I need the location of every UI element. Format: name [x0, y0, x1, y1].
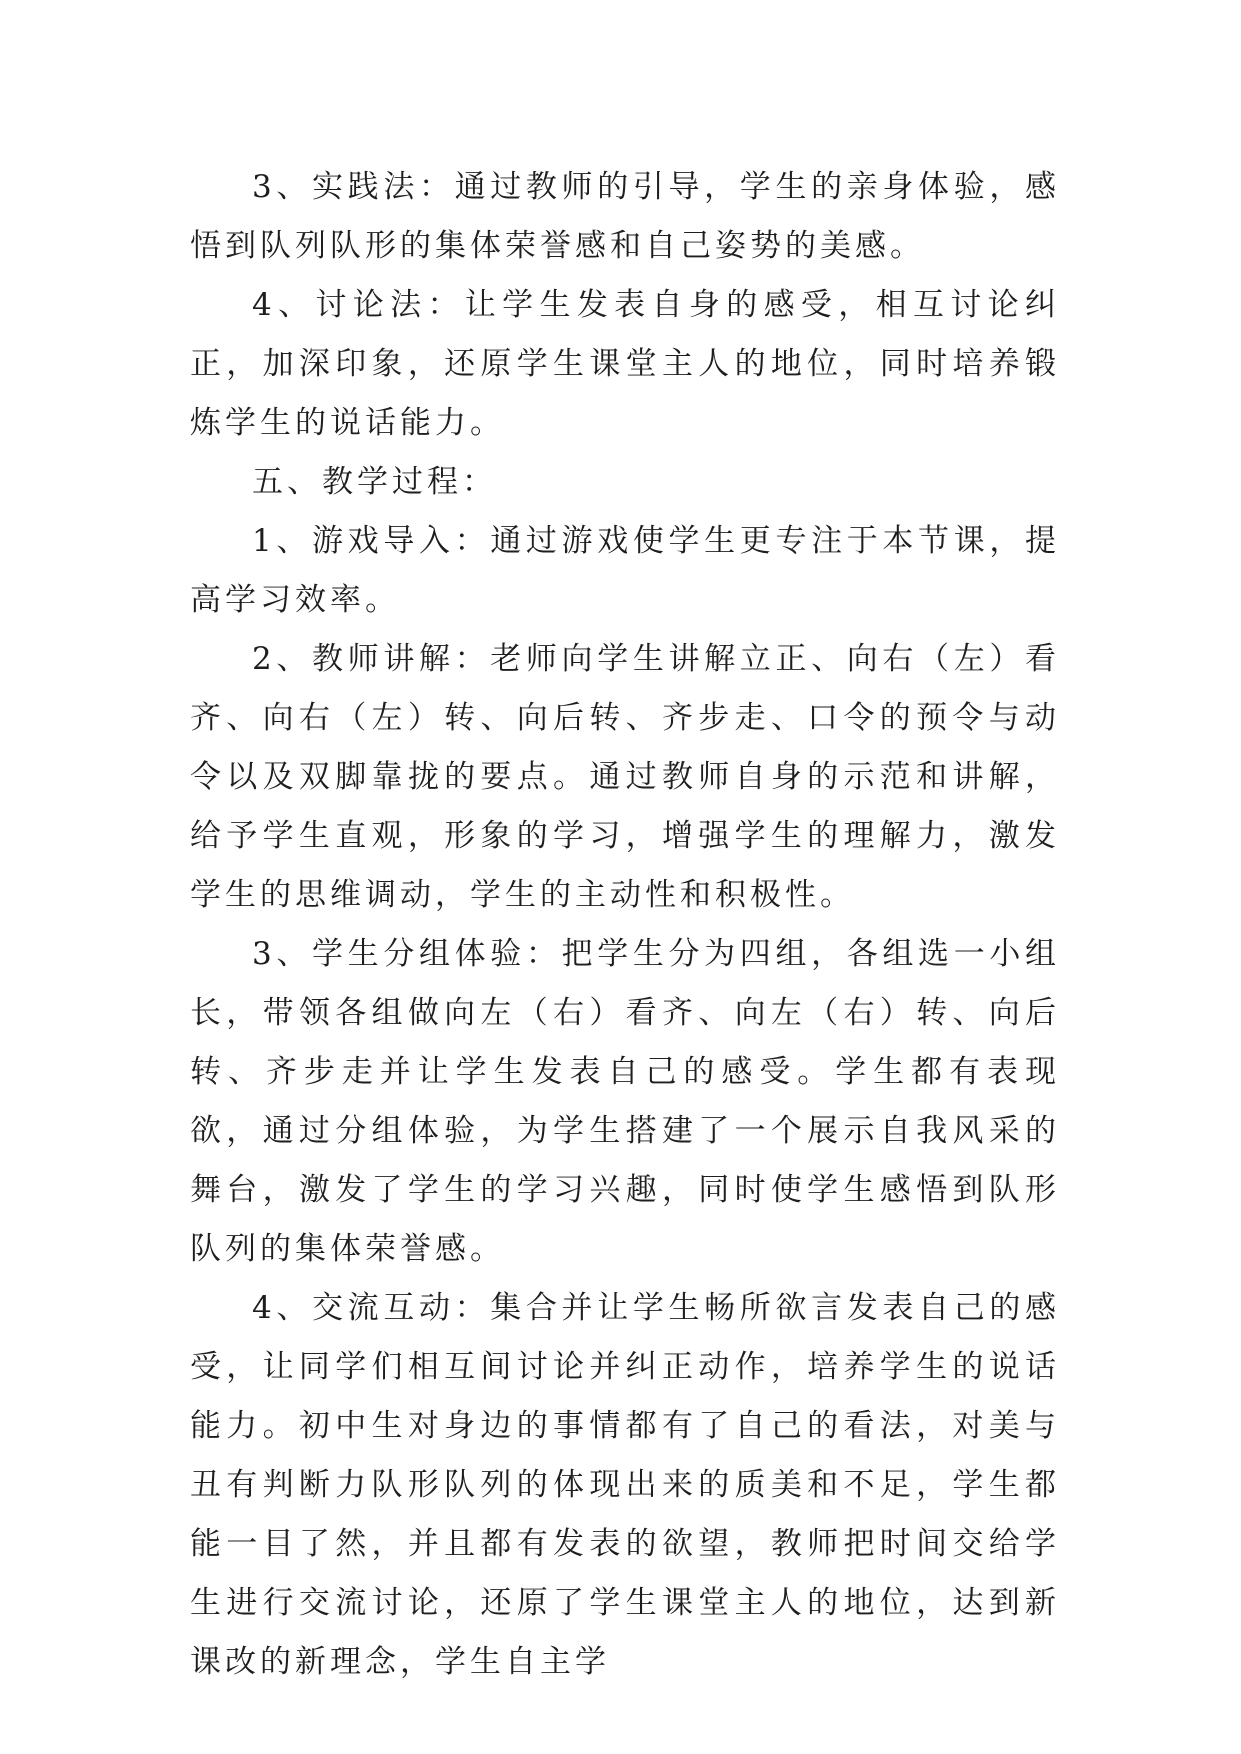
paragraph-group-experience: 3、学生分组体验：把学生分为四组，各组选一小组长，带领各组做向左（右）看齐、向左（右）转、向后转、齐步走并让学生发表自己的感受。学生都有表现欲，通过分组体验，为学生搭建了一个展示自我风采的舞台，激发了学生的学习兴趣，同时使学生感悟到队形队列的集体荣誉感。	[190, 936, 1060, 1267]
paragraph-exchange-interaction: 4、交流互动：集合并让学生畅所欲言发表自己的感受，让同学们相互间讨论并纠正动作，培养学生的说话能力。初中生对身边的事情都有了自己的看法，对美与丑有判断力队形队列的体现出来的质美和不足，学生都能一目了然，并且都有发表的欲望，教师把时间交给学生进行交流讨论，还原了学生课堂主人的地位，达到新课改的新理念，学生自主学	[190, 1290, 1060, 1680]
document-body	[190, 158, 1060, 1692]
paragraph-discussion-method: 4、讨论法：让学生发表自身的感受，相互讨论纠正，加深印象，还原学生课堂主人的地位，同时培养锻炼学生的说话能力。	[190, 287, 1060, 441]
section-heading-teaching-process: 五、教学过程：	[252, 464, 497, 500]
paragraph-teacher-explanation: 2、教师讲解：老师向学生讲解立正、向右（左）看齐、向右（左）转、向后转、齐步走、口令的预令与动令以及双脚靠拢的要点。通过教师自身的示范和讲解，给予学生直观，形象的学习，增强学生的理解力，激发学生的思维调动，学生的主动性和积极性。	[190, 641, 1060, 913]
paragraph-game-intro: 1、游戏导入：通过游戏使学生更专注于本节课，提高学习效率。	[190, 523, 1060, 618]
paragraph-practice-method: 3、实践法：通过教师的引导，学生的亲身体验，感悟到队列队形的集体荣誉感和自己姿势的美感。	[190, 169, 1060, 264]
